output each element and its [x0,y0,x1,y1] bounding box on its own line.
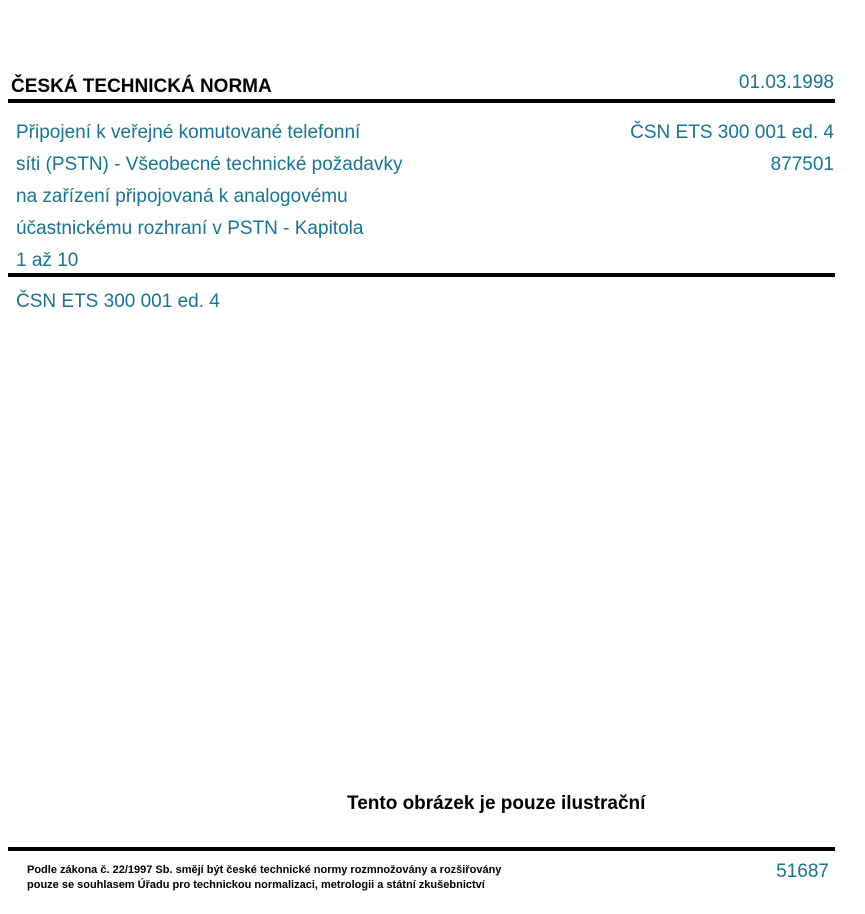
document-title-line: účastnickému rozhraní v PSTN - Kapitola [16,218,364,239]
issue-date: 01.03.1998 [738,72,834,93]
legal-line: Podle zákona č. 22/1997 Sb. smějí být české technické normy rozmnožovány a rozšiřovány [27,864,502,876]
legal-line: pouze se souhlasem Úřadu pro technickou normalizaci, metrologii a státní zkušebnictví [27,879,485,891]
subtitle-code: ČSN ETS 300 001 ed. 4 [16,291,220,312]
document-title-line: 1 až 10 [16,250,79,271]
document-title-line: síti (PSTN) - Všeobecné technické požadavky [16,154,403,175]
document-title-line: na zařízení připojovaná k analogovému [16,186,348,207]
middle-divider [8,273,835,277]
illustration-notice: Tento obrázek je pouze ilustrační [347,793,646,814]
document-title-line: Připojení k veřejné komutované telefonní [16,122,361,143]
standard-code: ČSN ETS 300 001 ed. 4 [630,122,834,143]
legal-notice [27,863,501,893]
header-title: ČESKÁ TECHNICKÁ NORMA [11,76,272,97]
standard-identifiers [630,117,834,181]
document-number: 51687 [776,861,829,882]
document-title [16,117,486,277]
top-divider [8,99,835,103]
class-number: 877501 [770,154,834,175]
bottom-divider [8,847,835,851]
